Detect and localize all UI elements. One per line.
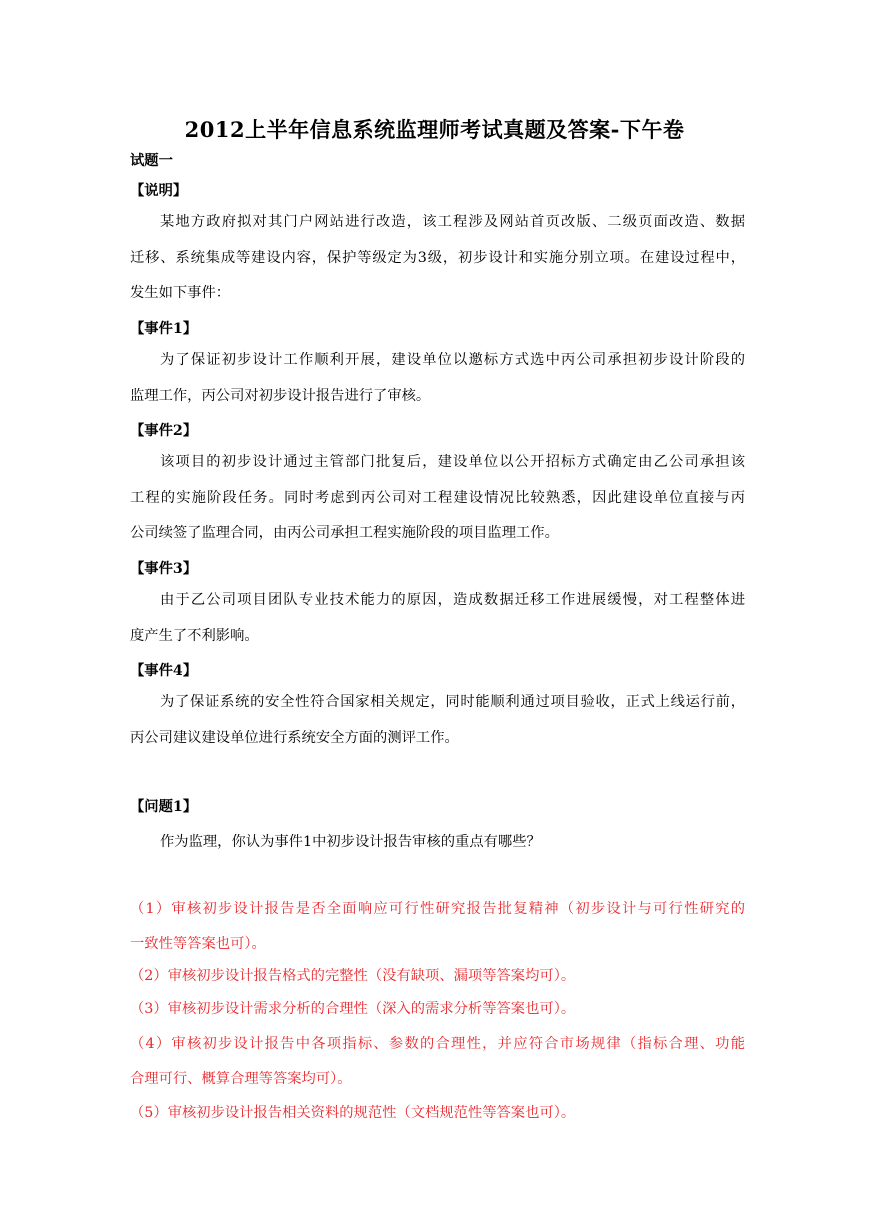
event-4-line: 丙公司建议建设单位进行系统安全方面的测评工作。 <box>130 730 459 746</box>
explanation-line: 发生如下事件： <box>130 285 231 301</box>
event-4-heading: 【事件4】 <box>130 663 198 679</box>
event-3-heading: 【事件3】 <box>130 561 198 577</box>
answer-line: （4）审核初步设计报告中各项指标、参数的合理性，并应符合市场规律（指标合理、功能 <box>130 1036 745 1052</box>
explanation-line: 某地方政府拟对其门户网站进行改造，该工程涉及网站首页改版、二级页面改造、数据 <box>160 214 745 230</box>
answer-line: 合理可行、概算合理等答案均可）。 <box>130 1071 352 1087</box>
event-1-line: 监理工作，丙公司对初步设计报告进行了审核。 <box>130 388 431 404</box>
event-1-heading: 【事件1】 <box>130 321 198 337</box>
event-2-line: 工程的实施阶段任务。同时考虑到丙公司对工程建设情况比较熟悉，因此建设单位直接与丙 <box>130 490 745 506</box>
event-2-line: 该项目的初步设计通过主管部门批复后，建设单位以公开招标方式确定由乙公司承担该 <box>160 454 745 470</box>
event-4-line: 为了保证系统的安全性符合国家相关规定，同时能顺利通过项目验收，正式上线运行前， <box>160 694 745 710</box>
event-2-heading: 【事件2】 <box>130 423 198 439</box>
problem-1-heading: 【问题1】 <box>130 799 198 815</box>
answer-line: 一致性等答案也可）。 <box>130 936 266 952</box>
problem-1-text: 作为监理，你认为事件1中初步设计报告审核的重点有哪些？ <box>160 834 541 850</box>
answer-line: （5）审核初步设计报告相关资料的规范性（文档规范性等答案也可）。 <box>130 1105 576 1121</box>
answer-line: （1）审核初步设计报告是否全面响应可行性研究报告批复精神（初步设计与可行性研究的 <box>130 901 745 917</box>
question-heading: 试题一 <box>130 153 173 169</box>
document-title: 2012上半年信息系统监理师考试真题及答案-下午卷 <box>184 117 685 142</box>
answer-line: （3）审核初步设计需求分析的合理性（深入的需求分析等答案也可）。 <box>130 1001 576 1017</box>
event-2-line: 公司续签了监理合同，由丙公司承担工程实施阶段的项目监理工作。 <box>130 525 559 541</box>
explanation-heading: 【说明】 <box>130 183 188 199</box>
event-1-line: 为了保证初步设计工作顺利开展，建设单位以邀标方式选中丙公司承担初步设计阶段的 <box>160 352 745 368</box>
answer-line: （2）审核初步设计报告格式的完整性（没有缺项、漏项等答案均可）。 <box>130 968 576 984</box>
event-3-line: 由于乙公司项目团队专业技术能力的原因，造成数据迁移工作进展缓慢，对工程整体进 <box>160 592 745 608</box>
explanation-line: 迁移、系统集成等建设内容，保护等级定为3级，初步设计和实施分别立项。在建设过程中， <box>130 250 745 266</box>
event-3-line: 度产生了不利影响。 <box>130 628 259 644</box>
